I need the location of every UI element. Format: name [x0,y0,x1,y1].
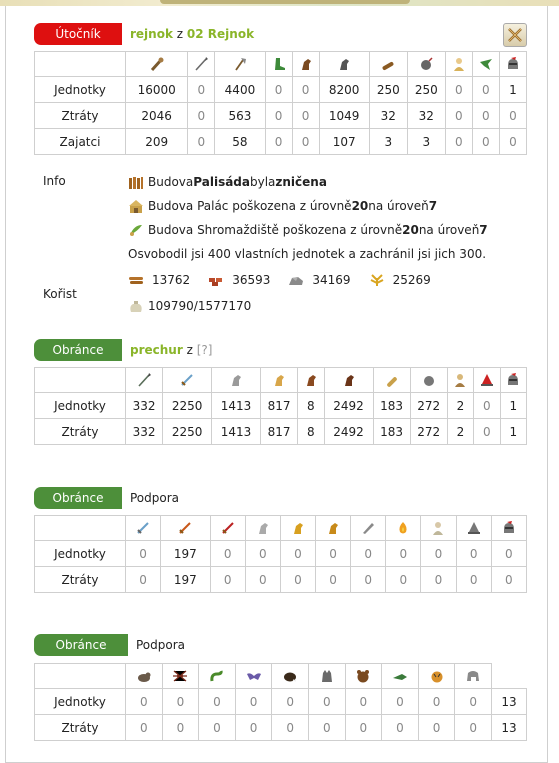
battle-simulator-button[interactable] [503,23,527,47]
info-label: Info [43,174,66,188]
senator-icon [430,520,446,536]
chief-icon [451,56,467,72]
legionnaire-icon [135,520,151,536]
info-line-palace: Budova Palác poškozena z úrovně 20 na úroveň 7 [128,198,437,214]
spider-icon [172,668,188,684]
ram-icon [384,372,400,388]
defender-village-unknown: [?] [196,343,213,357]
club-icon [149,56,165,72]
crocodile-icon [392,668,408,684]
trebuchet-icon [421,372,437,388]
dark-horse-icon [336,56,352,72]
axe-icon [232,56,248,72]
pathfinder-icon [228,372,244,388]
table-row: Jednotky 16000 0 4400 0 0 8200 250 250 0 0 1 [35,77,527,103]
wolf-icon [319,668,335,684]
fire-catapult-icon [395,520,411,536]
defender-player-link[interactable]: prechur [130,343,183,357]
catapult-icon [418,56,434,72]
attacker-role-badge: Útočník [34,23,122,45]
assembly-icon [128,222,144,238]
support-label: Podpora [136,638,186,652]
druid-horse-icon [303,372,319,388]
palace-icon [128,198,144,214]
sword-icon [179,372,195,388]
attacker-header [34,23,254,45]
defender-units-table-1 [34,367,527,445]
clay-icon [208,272,224,288]
attacker-info: rejnok z 02 Rejnok [130,27,255,41]
table-row: Jednotky 332 2250 1413 817 8 2492 183 272 2 0 1 [35,393,527,419]
chieftain-icon [452,372,468,388]
attacker-village-link[interactable]: 02 Rejnok [186,27,255,41]
defender-role-badge: Obránce [34,339,122,361]
table-row: Ztráty 2046 0 563 0 0 1049 32 32 0 0 0 [35,103,527,129]
defender-header-3 [34,634,185,656]
elephant-icon [465,668,481,684]
thunder-horse-icon [271,372,287,388]
loot-carry: 109790/1577170 [128,298,251,314]
wood-icon [128,272,144,288]
bat-icon [246,668,262,684]
settler-icon [479,372,495,388]
defender-units-table-3 [34,663,527,741]
table-row: Zajatci 209 0 58 0 0 107 3 3 0 0 0 [35,129,527,155]
praetorian-icon [177,520,193,536]
table-row: Ztráty 0 0 0 0 0 0 0 0 0 0 13 [35,715,527,741]
ram-icon [380,56,396,72]
settler-icon [466,520,482,536]
table-row: Jednotky 0 0 0 0 0 0 0 0 0 0 13 [35,689,527,715]
caesaris-horse-icon [325,520,341,536]
scout-boot-icon [271,56,287,72]
table-row: Jednotky 0 197 0 0 0 0 0 0 0 0 0 [35,541,527,567]
defender-header-1 [34,339,212,361]
imperian-icon [220,520,236,536]
haeduan-horse-icon [341,372,357,388]
info-line-freed: Osvobodil jsi 400 vlastních jednotek a zachránil jsi jich 300. [128,247,487,261]
support-label: Podpora [130,491,180,505]
table-row: Ztráty 0 197 0 0 0 0 0 0 0 0 0 [35,567,527,593]
crop-icon [369,272,385,288]
loot-resources: 13762 36593 34169 25269 [128,272,449,288]
defender-info: prechur z [?] [130,343,213,357]
battering-ram-icon [360,520,376,536]
info-line-palisade: Budova Palisáda byla zničena [128,174,327,190]
attacker-units-table [34,51,527,155]
horse-icon [298,56,314,72]
carry-icon [128,298,144,314]
defender-header-2 [34,487,179,509]
crossed-swords-icon [506,26,524,44]
hero-icon [501,520,517,536]
defender-role-badge: Obránce [34,634,128,656]
spear-icon [193,56,209,72]
hero-icon [505,372,521,388]
imperatoris-horse-icon [290,520,306,536]
phalanx-icon [136,372,152,388]
hero-icon [505,56,521,72]
defender-units-table-2 [34,515,527,593]
legati-horse-icon [255,520,271,536]
palisade-icon [128,174,144,190]
loot-label: Kořist [43,287,77,301]
wild-boar-icon [282,668,298,684]
attacker-player-link[interactable]: rejnok [130,27,173,41]
defender-role-badge: Obránce [34,487,122,509]
rat-icon [136,668,152,684]
settler-icon [478,56,494,72]
snake-icon [209,668,225,684]
tiger-icon [429,668,445,684]
info-line-assembly: Budova Shromaždiště poškozena z úrovně 20 na úroveň 7 [128,222,488,238]
table-row: Ztráty 332 2250 1413 817 8 2492 183 272 2 0 1 [35,419,527,445]
bear-icon [355,668,371,684]
iron-icon [288,272,304,288]
